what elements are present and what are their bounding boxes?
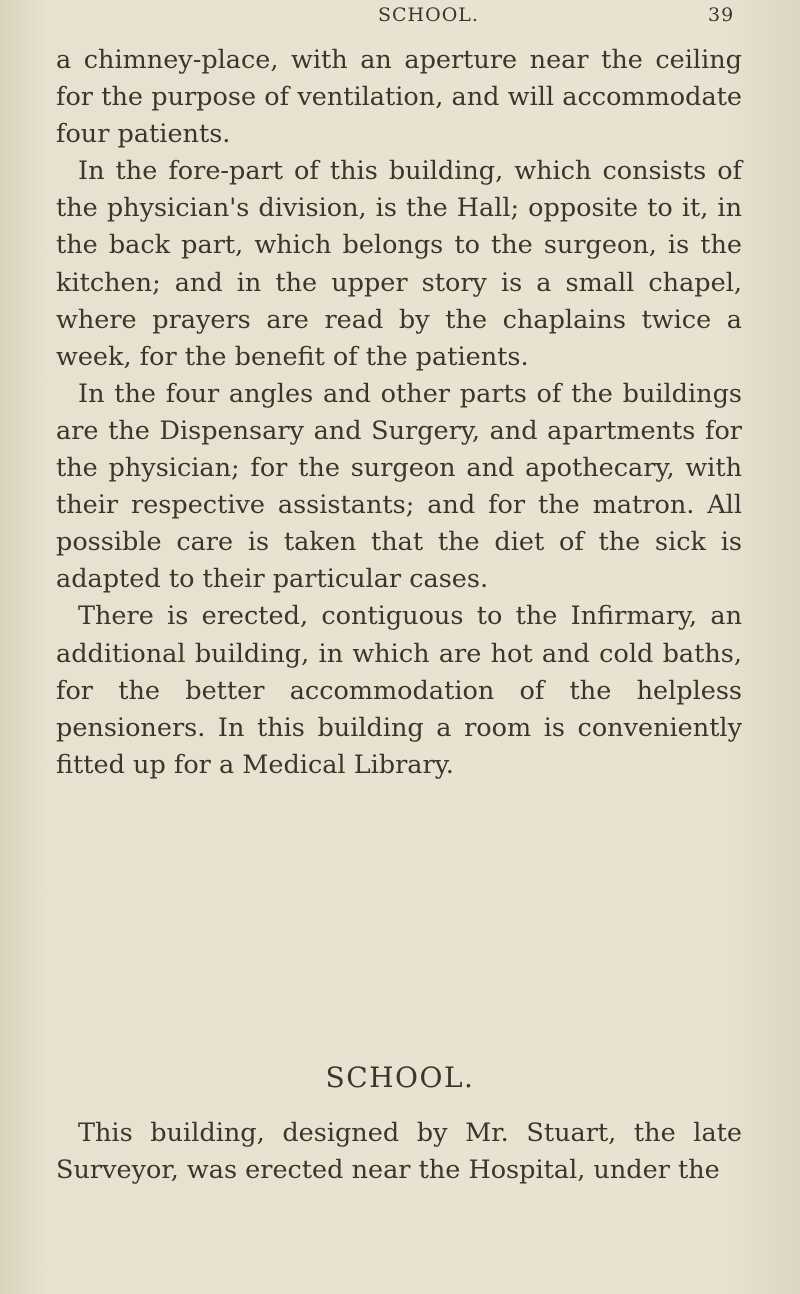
running-head (0, 2, 800, 28)
paragraph-school-description: This building, designed by Mr. Stuart, the late Surveyor, was erected near the Hospital, under the (56, 1118, 742, 1186)
paragraph-baths-description: There is erected, contiguous to the Infirmary, an additional building, in which are hot and cold baths, for the better accommodation of the helpless pensioners. In this building a room is conveniently fitted up for a Medical Library. (56, 601, 742, 780)
paragraph-continuation: a chimney-place, with an aperture near the ceiling for the purpose of ventilation, and will accommodate four patients. (56, 45, 742, 150)
body-text (56, 42, 742, 784)
section-body-text (56, 1115, 742, 1189)
paragraph-hall-description: In the fore-part of this building, which consists of the physician's division, is the Hall; opposite to it, in the back part, which belongs to the surgeon, is the kitchen; and in the upper story is a small chapel, where prayers are read by the chaplains twice a week, for the benefit of the patients. (56, 156, 742, 372)
section-heading-school: SCHOOL. (325, 1061, 475, 1094)
page-number: 39 (708, 4, 735, 26)
running-head-title: SCHOOL. (378, 4, 479, 26)
paragraph-dispensary-description: In the four angles and other parts of the buildings are the Dispensary and Surgery, and apartments for the physician; for the surgeon and apothecary, with their respective assistants; and for the matron. All possible care is taken that the diet of the sick is adapted to their particular cases. (56, 378, 742, 595)
